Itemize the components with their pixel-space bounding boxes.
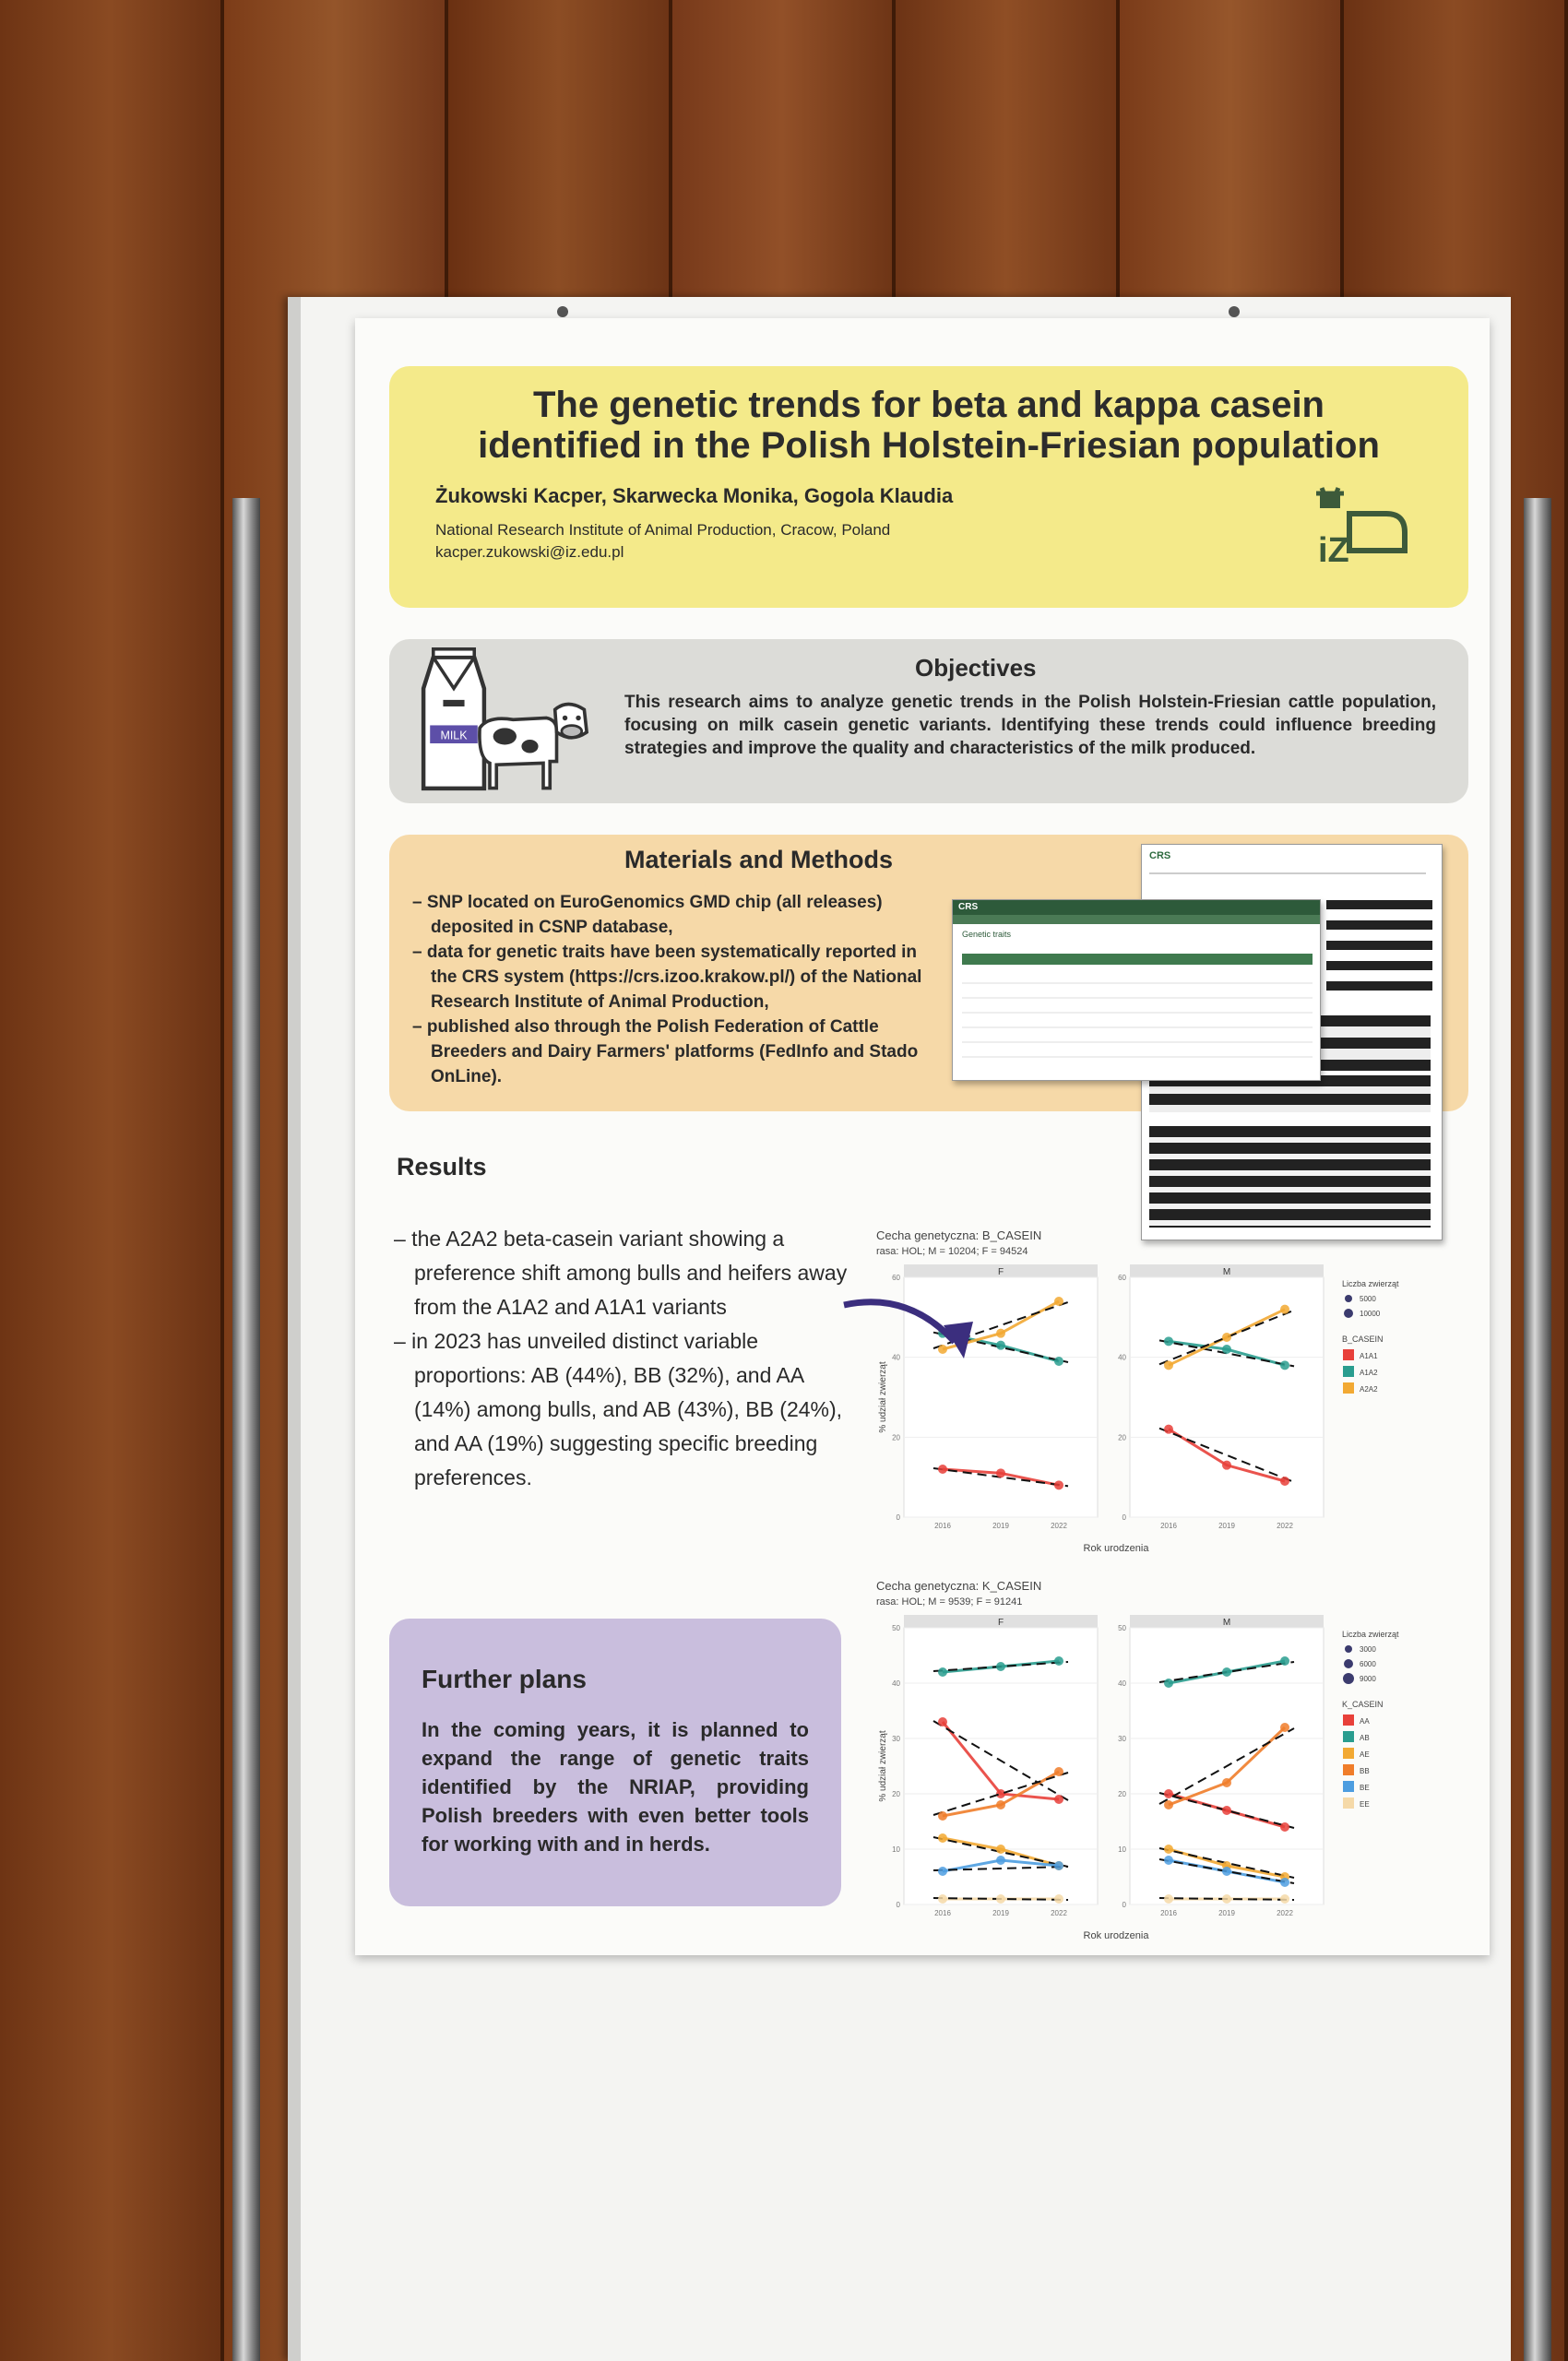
poster-board-edge [288,297,301,2361]
crs-heading: Genetic traits [962,930,1012,939]
x-tick-label: 2022 [1277,1522,1293,1530]
data-point [996,1468,1005,1477]
methods-item: – published also through the Polish Federation of Cattle Breeders and Dairy Farmers' platforms (FedInfo and Stado OnLine). [412,1017,919,1086]
y-tick-label: 50 [1118,1624,1126,1632]
data-point [1222,1867,1231,1876]
y-tick-label: 10 [892,1845,900,1854]
y-tick-label: 0 [1122,1513,1126,1522]
y-tick-label: 60 [1118,1274,1126,1282]
authors: Żukowski Kacper, Skarwecka Monika, Gogola Klaudia [435,484,954,507]
data-point [938,1667,947,1677]
y-axis-label: % udział zwierząt [878,1730,888,1802]
x-tick-label: 2019 [1218,1909,1235,1917]
y-tick-label: 20 [1118,1790,1126,1798]
methods-item: – SNP located on EuroGenomics GMD chip (all releases) deposited in CSNP database, [412,893,883,937]
y-tick-label: 10 [1118,1845,1126,1854]
y-tick-label: 0 [896,1513,900,1522]
legend-label: EE [1360,1800,1370,1809]
data-point [1222,1333,1231,1342]
x-tick-label: 2022 [1277,1909,1293,1917]
data-point [1280,1305,1289,1314]
y-tick-label: 20 [1118,1433,1126,1442]
x-axis-label: Rok urodzenia [1083,1543,1149,1554]
crs-screenshot-front [952,899,1321,1081]
data-point [996,1800,1005,1809]
panel-label: M [1222,1267,1231,1277]
data-point [1222,1667,1231,1677]
legend-label: A2A2 [1360,1385,1378,1394]
data-point [1280,1723,1289,1732]
y-tick-label: 0 [896,1901,900,1909]
cow-icon [463,694,597,803]
data-point [1280,1360,1289,1370]
poster [355,318,1490,1955]
board-pin [1229,306,1240,317]
size-legend-title: Liczba zwierząt [1342,1279,1399,1288]
x-tick-label: 2019 [1218,1522,1235,1530]
legend-swatch [1343,1781,1354,1792]
legend-title: B_CASEIN [1342,1335,1384,1344]
further-plans-heading: Further plans [422,1665,587,1693]
x-tick-label: 2019 [992,1909,1009,1917]
legend-label: A1A2 [1360,1369,1378,1377]
y-tick-label: 50 [892,1624,900,1632]
data-point [1280,1878,1289,1887]
size-legend-label: 3000 [1360,1645,1376,1654]
size-legend-label: 9000 [1360,1675,1376,1683]
y-tick-label: 40 [892,1679,900,1688]
y-tick-label: 20 [892,1433,900,1442]
y-tick-label: 40 [1118,1353,1126,1362]
size-legend-title: Liczba zwierząt [1342,1630,1399,1639]
affiliation [435,519,890,564]
size-legend-label: 10000 [1360,1310,1381,1318]
size-legend-symbol [1343,1673,1354,1684]
data-point [996,1789,1005,1798]
results-heading: Results [397,1153,487,1180]
data-point [1164,1789,1173,1798]
crs-brand: CRS [958,902,979,912]
data-point [996,1845,1005,1854]
size-legend-label: 6000 [1360,1660,1376,1668]
data-point [1280,1656,1289,1666]
k-casein-chart [867,1577,1476,1946]
methods-list [412,890,947,1089]
panel-label: M [1222,1618,1231,1628]
legend-label: BB [1360,1767,1370,1775]
arrow-annotation [835,1287,1001,1370]
results-list [394,1222,855,1495]
data-point [1222,1345,1231,1354]
legend-swatch [1343,1748,1354,1759]
title-section [389,366,1468,608]
objectives-text: This research aims to analyze genetic trends in the Polish Holstein-Friesian cattle population, focusing on milk casein genetic variants. Identifying these trends could influence breeding strategies and improve the quality and characteristics of the milk produced. [624,693,1436,758]
panel-label: F [997,1267,1004,1277]
data-point [1164,1425,1173,1434]
stand-pole-left [232,498,260,2361]
methods-heading: Materials and Methods [624,846,894,873]
data-point [996,1856,1005,1865]
further-plans-section [389,1619,841,1906]
poster-title [389,385,1468,466]
crs-brand: CRS [1149,850,1171,861]
data-point [938,1465,947,1474]
legend-label: AB [1360,1734,1370,1742]
b-casein-chart [867,1227,1476,1559]
data-point [1222,1461,1231,1470]
y-tick-label: 30 [1118,1735,1126,1743]
wood-plank [0,0,224,2361]
data-point [938,1894,947,1904]
x-tick-label: 2016 [1160,1909,1177,1917]
institute: National Research Institute of Animal Production, Cracow, Poland [435,521,891,539]
legend-label: BE [1360,1784,1370,1792]
objectives-heading: Objectives [915,654,1037,682]
further-plans-text: In the coming years, it is planned to expand the range of genetic traits identified by the NRIAP, providing Polish breeders with even better tools for working with and in herds. [422,1718,809,1856]
logo-text: iZ [1318,531,1349,569]
data-point [1164,1679,1173,1688]
data-point [1164,1336,1173,1346]
legend-swatch [1343,1764,1354,1775]
data-point [1054,1767,1063,1776]
data-point [1280,1477,1289,1486]
results-item: – the A2A2 beta-casein variant showing a preference shift among bulls and heifers away from the A1A2 and A1A1 variants [394,1227,848,1319]
legend-swatch [1343,1714,1354,1726]
x-axis-label: Rok urodzenia [1083,1930,1149,1941]
data-point [1164,1845,1173,1854]
y-tick-label: 60 [892,1274,900,1282]
data-point [1054,1656,1063,1666]
data-point [1164,1894,1173,1904]
objectives-section [389,639,1468,803]
chart-subtitle: rasa: HOL; M = 10204; F = 94524 [876,1246,1028,1257]
y-tick-label: 40 [1118,1679,1126,1688]
legend-swatch [1343,1366,1354,1377]
data-point [1164,1856,1173,1865]
data-point [1280,1822,1289,1832]
chart-title: Cecha genetyczna: B_CASEIN [876,1228,1042,1242]
data-point [996,1894,1005,1904]
results-item: – in 2023 has unveiled distinct variable proportions: AB (44%), BB (32%), and AA (14%) among bulls, and AB (43%), BB (24%), and AA (19%) suggesting specific breeding preferences. [394,1329,843,1489]
x-tick-label: 2022 [1051,1909,1067,1917]
legend-label: AA [1360,1717,1370,1726]
data-point [1280,1894,1289,1904]
legend-label: AE [1360,1750,1370,1759]
chart-subtitle: rasa: HOL; M = 9539; F = 91241 [876,1596,1023,1608]
chart-title: Cecha genetyczna: K_CASEIN [876,1579,1042,1593]
legend-swatch [1343,1382,1354,1394]
data-point [1222,1806,1231,1815]
size-legend-symbol [1345,1645,1352,1653]
x-tick-label: 2019 [992,1522,1009,1530]
methods-item: – data for genetic traits have been systematically reported in the CRS system (https://crs.izoo.krakow.pl/) of the National Research Institute of Animal Production, [412,943,922,1012]
data-point [1054,1357,1063,1366]
x-tick-label: 2022 [1051,1522,1067,1530]
x-tick-label: 2016 [934,1909,951,1917]
data-point [1054,1795,1063,1804]
y-tick-label: 30 [892,1735,900,1743]
legend-swatch [1343,1731,1354,1742]
panel-label: F [997,1618,1004,1628]
data-point [938,1717,947,1726]
size-legend-symbol [1344,1309,1353,1318]
panel-area [1130,1277,1324,1517]
data-point [938,1867,947,1876]
data-point [1164,1800,1173,1809]
email: kacper.zukowski@iz.edu.pl [435,543,624,561]
legend-swatch [1343,1797,1354,1809]
x-tick-label: 2016 [1160,1522,1177,1530]
data-point [1054,1861,1063,1870]
data-point [1054,1297,1063,1306]
data-point [1054,1894,1063,1904]
legend-label: A1A1 [1360,1352,1378,1360]
title-line-2: identified in the Polish Holstein-Friesian population [478,425,1380,466]
institute-logo [1307,486,1418,569]
data-point [938,1833,947,1843]
x-tick-label: 2016 [934,1522,951,1530]
size-legend-symbol [1344,1659,1353,1668]
data-point [1222,1894,1231,1904]
data-point [1164,1360,1173,1370]
data-point [1222,1778,1231,1787]
y-tick-label: 40 [892,1353,900,1362]
y-tick-label: 0 [1122,1901,1126,1909]
data-point [938,1811,947,1821]
title-line-1: The genetic trends for beta and kappa casein [532,385,1324,425]
data-point [1054,1480,1063,1489]
legend-swatch [1343,1349,1354,1360]
y-axis-label: % udział zwierząt [878,1361,888,1433]
legend-title: K_CASEIN [1342,1700,1384,1709]
stand-pole-right [1524,498,1551,2361]
y-tick-label: 20 [892,1790,900,1798]
board-pin [557,306,568,317]
milk-label: MILK [440,729,468,742]
size-legend-label: 5000 [1360,1295,1376,1303]
size-legend-symbol [1345,1295,1352,1302]
data-point [996,1662,1005,1671]
